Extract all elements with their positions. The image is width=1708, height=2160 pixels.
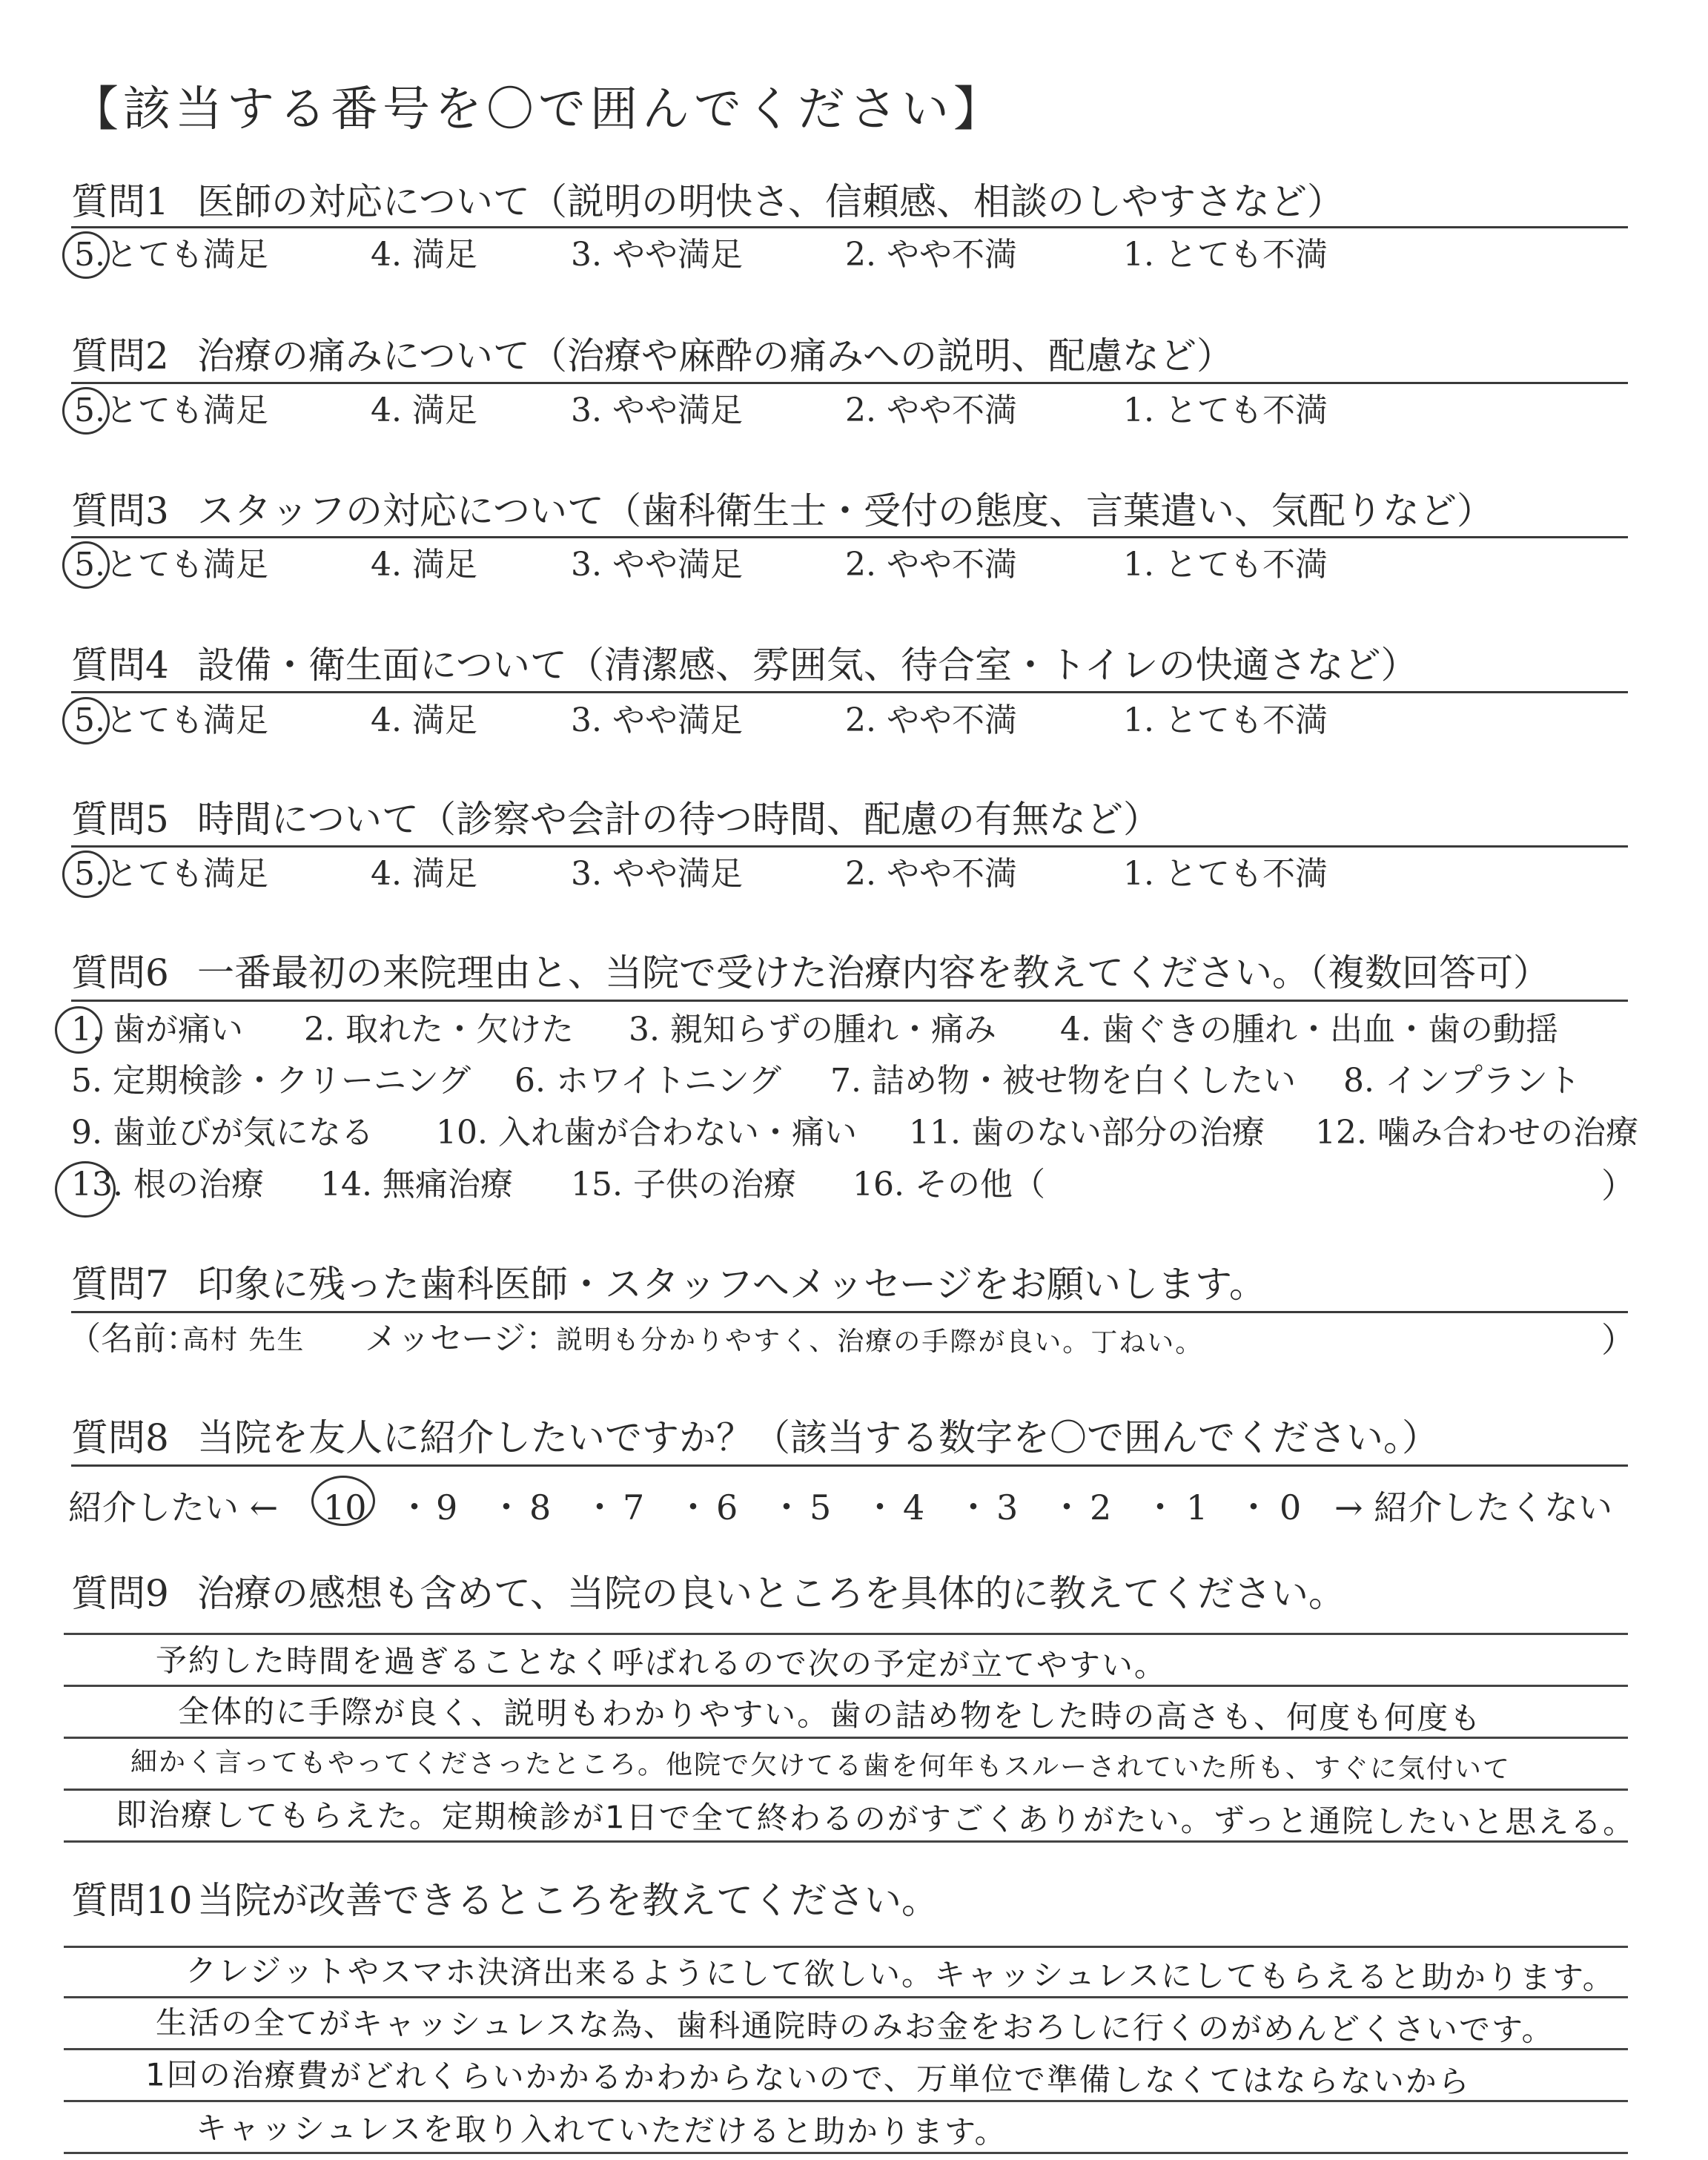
scale-0[interactable]: 0	[1280, 1487, 1302, 1527]
reason-option-7[interactable]: 7. 詰め物・被せ物を白くしたい	[830, 1062, 1296, 1100]
scale-dot: ・	[956, 1487, 990, 1527]
scale-6[interactable]: 6	[716, 1487, 738, 1527]
reason-option-2[interactable]: 2. 取れた・欠けた	[304, 1011, 574, 1048]
question-text: 時間について（診察や会計の待つ時間、配慮の有無など）	[197, 798, 1160, 841]
option-4[interactable]: 4. 満足	[371, 236, 477, 274]
reason-option-5[interactable]: 5. 定期検診・クリーニング	[71, 1062, 471, 1100]
question-6	[71, 953, 1628, 994]
improvement-line-3[interactable]: 1回の治療費がどれくらいかかるかわからないので、万単位で準備しなくてはならないから	[145, 2056, 1472, 2100]
good-point-line-4[interactable]: 即治療してもらえた。定期検診が1日で全て終わるのがすごくありがたい。ずっと通院したいと思える。	[115, 1796, 1636, 1841]
question-rule	[71, 691, 1628, 693]
scale-dot: ・	[489, 1487, 523, 1527]
scale-10[interactable]: 10	[323, 1487, 367, 1527]
option-5[interactable]: 5.とても満足	[74, 546, 268, 584]
question-number: 質問10	[71, 1879, 193, 1922]
name-handwritten[interactable]: 高村 先生	[182, 1324, 305, 1356]
question-number: 質問8	[71, 1416, 169, 1459]
option-2[interactable]: 2. やや不満	[845, 546, 1017, 584]
question-number: 質問1	[71, 180, 169, 223]
recommend-right-label: → 紹介したくない	[1334, 1487, 1613, 1527]
option-4[interactable]: 4. 満足	[371, 392, 477, 429]
scale-dot: ・	[863, 1487, 897, 1527]
question-number: 質問9	[71, 1572, 169, 1615]
answer-line	[64, 2152, 1628, 2154]
question-8	[71, 1418, 1628, 1459]
message-label: メッセージ：	[365, 1320, 559, 1358]
question-rule	[71, 536, 1628, 538]
answer-line	[64, 1996, 1628, 1998]
scale-3[interactable]: 3	[996, 1487, 1019, 1527]
recommend-left-label: 紹介したい ←	[68, 1487, 279, 1527]
question-number: 質問4	[71, 644, 169, 687]
answer-line	[64, 2048, 1628, 2050]
question-4	[71, 645, 1628, 686]
reason-option-10[interactable]: 10. 入れ歯が合わない・痛い	[436, 1114, 857, 1152]
question-text: 設備・衛生面について（清潔感、雰囲気、待合室・トイレの快適さなど）	[197, 644, 1418, 687]
scale-5[interactable]: 5	[810, 1487, 832, 1527]
question-3	[71, 491, 1628, 532]
scale-dot: ・	[583, 1487, 617, 1527]
option-2[interactable]: 2. やや不満	[845, 855, 1017, 893]
good-point-line-2[interactable]: 全体的に手際が良く、説明もわかりやすい。歯の詰め物をした時の高さも、何度も何度も	[177, 1693, 1483, 1737]
option-4[interactable]: 4. 満足	[371, 701, 477, 739]
reason-option-1[interactable]: 1. 歯が痛い	[71, 1011, 243, 1048]
option-3[interactable]: 3. やや満足	[571, 392, 743, 429]
option-1[interactable]: 1. とても不満	[1123, 546, 1328, 584]
good-point-line-3[interactable]: 細かく言ってもやってくださったところ。他院で欠けてる歯を何年もスルーされていた所も、すぐに気付いて	[130, 1747, 1512, 1785]
question-text: スタッフの対応について（歯科衛生士・受付の態度、言葉遣い、気配りなど）	[197, 489, 1494, 532]
question-text: 当院を友人に紹介したいですか？（該当する数字を〇で囲んでください。）	[197, 1416, 1439, 1459]
improvement-line-4[interactable]: キャッシュレスを取り入れていただけると助かります。	[195, 2110, 1007, 2150]
reason-option-9[interactable]: 9. 歯並びが気になる	[71, 1114, 374, 1152]
question-2	[71, 336, 1628, 377]
question-rule	[71, 382, 1628, 384]
reason-option-12[interactable]: 12. 噛み合わせの治療	[1315, 1114, 1638, 1152]
question-5	[71, 799, 1628, 840]
question-rule	[71, 1311, 1628, 1313]
question-text: 医師の対応について（説明の明快さ、信頼感、相談のしやすさなど）	[197, 180, 1344, 223]
scale-dot: ・	[769, 1487, 804, 1527]
question-number: 質問2	[71, 334, 169, 377]
scale-dot: ・	[397, 1487, 431, 1527]
question-rule	[71, 1464, 1628, 1467]
question-number: 質問5	[71, 798, 169, 841]
name-label: （名前：	[68, 1320, 199, 1358]
option-5[interactable]: 5.とても満足	[74, 855, 268, 893]
improvement-line-2[interactable]: 生活の全てがキャッシュレスな為、歯科通院時のみお金をおろしに行くのがめんどくさいです。	[155, 2004, 1555, 2048]
option-5[interactable]: 5.とても満足	[74, 392, 268, 429]
scale-dot: ・	[1143, 1487, 1177, 1527]
scale-1[interactable]: 1	[1186, 1487, 1208, 1527]
option-2[interactable]: 2. やや不満	[845, 236, 1017, 274]
improvement-line-1[interactable]: クレジットやスマホ決済出来るようにして欲しい。キャッシュレスにしてもらえると助かります。	[185, 1952, 1615, 1997]
answer-line	[64, 1840, 1628, 1843]
reason-option-16[interactable]: 16. その他（	[853, 1166, 1045, 1203]
answer-line	[64, 1946, 1628, 1948]
option-5[interactable]: 5.とても満足	[74, 236, 268, 274]
reason-option-11[interactable]: 11. 歯のない部分の治療	[909, 1114, 1265, 1152]
answer-line	[64, 1737, 1628, 1739]
reason-option-3[interactable]: 3. 親知らずの腫れ・痛み	[629, 1011, 996, 1048]
question-text: 一番最初の来院理由と、当院で受けた治療内容を教えてください。（複数回答可）	[197, 951, 1550, 994]
option-1[interactable]: 1. とても不満	[1123, 855, 1328, 893]
question-rule	[71, 226, 1628, 228]
question-number: 質問6	[71, 951, 169, 994]
answer-line	[64, 1685, 1628, 1687]
close-paren: ）	[1601, 1320, 1635, 1360]
scale-dot: ・	[676, 1487, 710, 1527]
scale-9[interactable]: 9	[436, 1487, 458, 1527]
question-text: 治療の感想も含めて、当院の良いところを具体的に教えてください。	[197, 1572, 1345, 1615]
reason-option-15[interactable]: 15. 子供の治療	[571, 1166, 796, 1203]
option-1[interactable]: 1. とても不満	[1123, 392, 1328, 429]
option-3[interactable]: 3. やや満足	[571, 855, 743, 893]
question-rule	[71, 845, 1628, 848]
question-1	[71, 182, 1628, 222]
reason-option-14[interactable]: 14. 無痛治療	[320, 1166, 513, 1203]
answer-line	[64, 1789, 1628, 1791]
answer-line	[64, 1633, 1628, 1635]
option-5[interactable]: 5.とても満足	[74, 701, 268, 739]
form-title: 【該当する番号を〇で囲んでください】	[71, 82, 1005, 137]
scale-dot: ・	[1050, 1487, 1084, 1527]
question-10	[71, 1880, 1628, 1921]
reason-option-6[interactable]: 6. ホワイトニング	[514, 1062, 782, 1100]
question-text: 印象に残った歯科医師・スタッフへメッセージをお願いします。	[197, 1263, 1266, 1306]
close-paren: ）	[1601, 1166, 1635, 1206]
answer-line	[64, 2100, 1628, 2102]
option-4[interactable]: 4. 満足	[371, 855, 477, 893]
question-text: 治療の痛みについて（治療や麻酔の痛みへの説明、配慮など）	[197, 334, 1234, 377]
option-4[interactable]: 4. 満足	[371, 546, 477, 584]
reason-option-4[interactable]: 4. 歯ぐきの腫れ・出血・歯の動揺	[1060, 1011, 1558, 1048]
scale-8[interactable]: 8	[529, 1487, 552, 1527]
option-1[interactable]: 1. とても不満	[1123, 701, 1328, 739]
message-handwritten[interactable]: 説明も分かりやすく、治療の手際が良い。丁ねい。	[555, 1324, 1204, 1359]
option-2[interactable]: 2. やや不満	[845, 392, 1017, 429]
question-9	[71, 1573, 1628, 1614]
question-rule	[71, 1000, 1628, 1002]
option-3[interactable]: 3. やや満足	[571, 546, 743, 584]
scale-2[interactable]: 2	[1090, 1487, 1112, 1527]
scale-7[interactable]: 7	[623, 1487, 645, 1527]
reason-option-13[interactable]: 13. 根の治療	[71, 1166, 264, 1203]
question-number: 質問3	[71, 489, 169, 532]
option-3[interactable]: 3. やや満足	[571, 701, 743, 739]
option-2[interactable]: 2. やや不満	[845, 701, 1017, 739]
option-3[interactable]: 3. やや満足	[571, 236, 743, 274]
scale-4[interactable]: 4	[903, 1487, 925, 1527]
good-point-line-1[interactable]: 予約した時間を過ぎることなく呼ばれるので次の予定が立てやすい。	[155, 1642, 1168, 1684]
question-7	[71, 1264, 1628, 1305]
question-number: 質問7	[71, 1263, 169, 1306]
reason-option-8[interactable]: 8. インプラント	[1343, 1062, 1580, 1100]
scale-dot: ・	[1237, 1487, 1271, 1527]
question-text: 当院が改善できるところを教えてください。	[197, 1879, 939, 1922]
option-1[interactable]: 1. とても不満	[1123, 236, 1328, 274]
